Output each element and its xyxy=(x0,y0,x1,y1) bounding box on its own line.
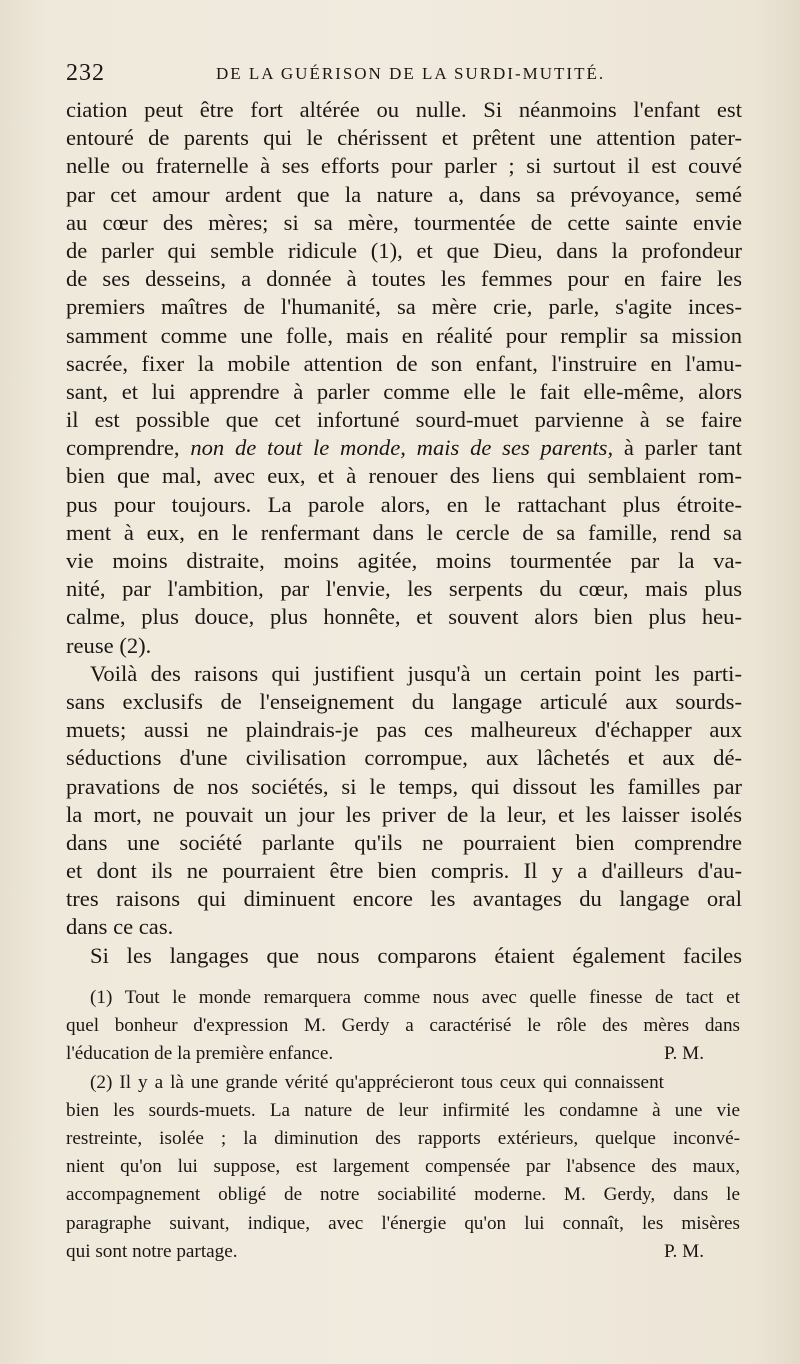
main-text xyxy=(66,96,742,970)
text-line: sacrée, fixer la mobile attention de son enfant, l'instruire en l'amu- xyxy=(66,350,742,376)
text-line: bien que mal, avec eux, et à renouer des liens qui semblaient rom- xyxy=(66,463,742,489)
footnote-line: (2) Il y a là une grande vérité qu'apprécieront tous ceux qui connaissent xyxy=(90,1071,664,1093)
text-line: séductions d'une civilisation corrompue, aux lâchetés et aux dé- xyxy=(66,745,742,771)
footnote-line: accompagnement obligé de notre sociabilité moderne. M. Gerdy, dans le xyxy=(66,1184,740,1206)
footnote-line: (1) Tout le monde remarquera comme nous avec quelle finesse de tact et xyxy=(90,987,740,1008)
text-line: la mort, ne pouvait un jour les priver de la leur, et les laisser isolés xyxy=(66,801,742,827)
text-line: par cet amour ardent que la nature a, dans sa prévoyance, semé xyxy=(66,181,742,207)
text-line: tres raisons qui diminuent encore les avantages du langage oral xyxy=(66,886,742,912)
footnote-line: bien les sourds-muets. La nature de leur infirmité les condamne à une vie xyxy=(66,1099,740,1121)
footnotes xyxy=(66,984,740,1266)
text-line: muets; aussi ne plaindrais-je pas ces malheureux d'échapper aux xyxy=(66,717,742,743)
text-line: premiers maîtres de l'humanité, sa mère crie, parle, s'agite inces- xyxy=(66,294,742,320)
footnote-line: quel bonheur d'expression M. Gerdy a caractérisé le rôle des mères dans xyxy=(66,1015,740,1037)
text-line: pravations de nos sociétés, si le temps, qui dissout les familles par xyxy=(66,773,742,799)
text-line: entouré de parents qui le chérissent et prêtent une attention pater- xyxy=(66,125,742,151)
text-line: pus pour toujours. La parole alors, en le rattachant plus étroite- xyxy=(66,491,742,517)
text-line-with-italic xyxy=(66,434,742,462)
text-line: calme, plus douce, plus honnête, et souvent alors bien plus heu- xyxy=(66,604,742,630)
text-line: samment comme une folle, mais en réalité pour remplir sa mission xyxy=(66,322,742,348)
footnote-line: paragraphe suivant, indique, avec l'énergie qu'on lui connaît, les misères xyxy=(66,1212,740,1234)
footnote-line: nient qu'on lui suppose, est largement compensée par l'absence des maux, xyxy=(66,1156,740,1178)
italic-phrase: non de tout le monde, mais de ses parents, xyxy=(190,435,614,461)
footnote-line: restreinte, isolée ; la diminution des rapports extérieurs, quelque inconvé- xyxy=(66,1127,740,1149)
text-line: dans une société parlante qu'ils ne pourraient bien comprendre xyxy=(66,829,742,855)
text-line: dans ce cas. xyxy=(66,914,174,940)
text-line: Voilà des raisons qui justifient jusqu'à un certain point les parti- xyxy=(90,660,742,686)
text-line: et dont ils ne pourraient être bien compris. Il y a d'ailleurs d'au- xyxy=(66,858,742,884)
footnote-line xyxy=(66,1238,740,1266)
footnote-text: qui sont notre partage. xyxy=(66,1240,238,1262)
text-line: ment à eux, en le renfermant dans le cercle de sa famille, rend sa xyxy=(66,519,742,545)
running-title: DE LA GUÉRISON DE LA SURDI-MUTITÉ. xyxy=(216,64,606,83)
footnote-line xyxy=(66,1040,740,1068)
text-line: sans exclusifs de l'enseignement du langage articulé aux sourds- xyxy=(66,688,742,714)
text-line: sant, et lui apprendre à parler comme elle le fait elle-même, alors xyxy=(66,378,742,404)
text-line: reuse (2). xyxy=(66,632,152,658)
text-line: nité, par l'ambition, par l'envie, les serpents du cœur, mais plus xyxy=(66,576,742,602)
text-line: vie moins distraite, moins agitée, moins tourmentée par la va- xyxy=(66,548,742,573)
text-line: de ses desseins, a donnée à toutes les femmes pour en faire les xyxy=(66,266,742,292)
page-number: 232 xyxy=(66,60,105,86)
line-segment: à parler tant xyxy=(623,435,742,461)
line-segment: comprendre, xyxy=(66,435,180,461)
footnote-signature: P. M. xyxy=(664,1043,704,1065)
text-line: ciation peut être fort altérée ou nulle. Si néanmoins l'enfant est xyxy=(66,97,742,122)
text-line: il est possible que cet infortuné sourd-muet parvienne à se faire xyxy=(66,407,742,433)
text-line: Si les langages que nous comparons étaient également faciles xyxy=(90,942,742,968)
text-line: au cœur des mères; si sa mère, tourmentée de cette sainte envie xyxy=(66,209,742,235)
footnote-signature: P. M. xyxy=(664,1240,704,1262)
text-line: nelle ou fraternelle à ses efforts pour parler ; si surtout il est couvé xyxy=(66,153,742,179)
text-line: de parler qui semble ridicule (1), et que Dieu, dans la profondeur xyxy=(66,237,742,263)
footnote-text: l'éducation de la première enfance. xyxy=(66,1043,334,1065)
page-header xyxy=(66,60,746,90)
